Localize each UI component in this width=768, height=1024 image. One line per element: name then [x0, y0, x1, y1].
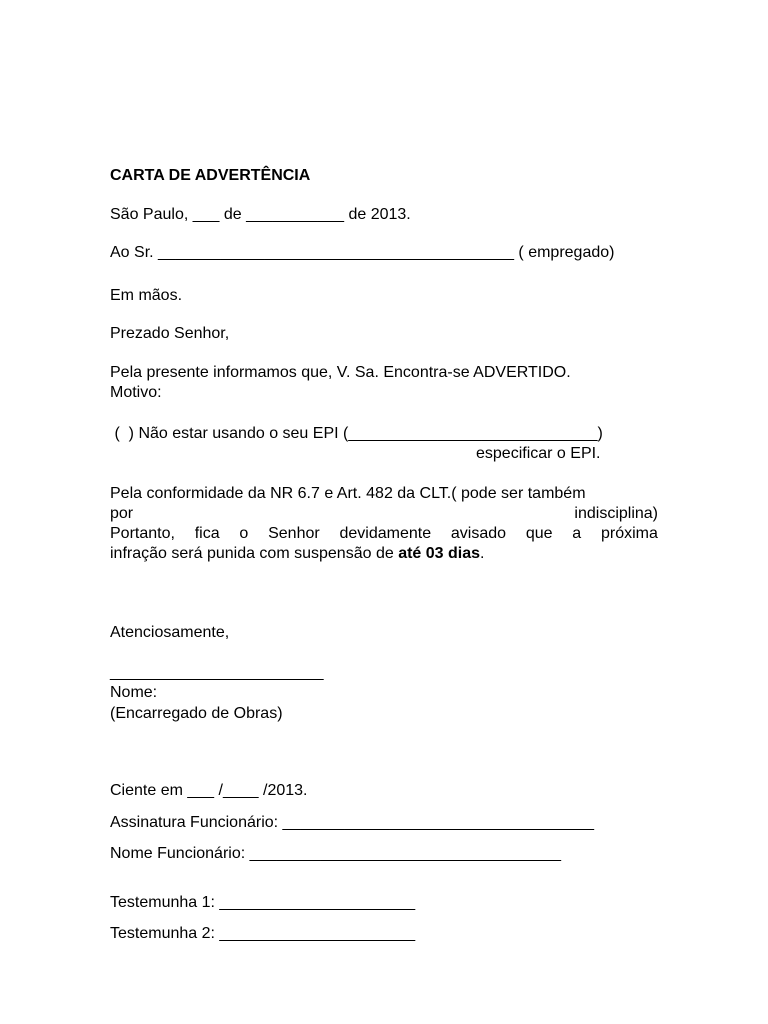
conformity-line-3-word: o: [239, 525, 249, 542]
witness-1-label: Testemunha 1:: [110, 894, 220, 911]
conformity-line-1-text: Pela conformidade da NR 6.7 e Art. 482 da CLT.( pode ser também: [110, 485, 586, 502]
signature-blank: ________________________: [110, 664, 324, 681]
employee-name-label: Nome Funcionário:: [110, 845, 250, 862]
ciente-day-blank: ___: [187, 782, 215, 799]
recipient-line: [110, 243, 614, 263]
witness-1-blank: ______________________: [219, 894, 416, 911]
ciente-month-blank: ____: [222, 782, 259, 799]
intro-line-2: Motivo:: [110, 384, 162, 401]
employee-signature-label: Assinatura Funcionário:: [110, 814, 283, 831]
date-month-blank: ___________: [246, 206, 345, 223]
conformity-line-4: [110, 544, 658, 564]
reason-suffix: ): [597, 425, 603, 442]
witness-1-line: [110, 893, 415, 913]
employee-name-blank: ___________________________________: [249, 845, 562, 862]
conformity-line-4-suffix: .: [480, 545, 485, 562]
ciente-prefix: Ciente em: [110, 782, 188, 799]
date-suffix: de 2013.: [344, 206, 411, 223]
conformity-line-3-word: Portanto,: [110, 525, 175, 542]
conformity-line-2-left: por: [110, 505, 134, 522]
witness-2-label: Testemunha 2:: [110, 925, 220, 942]
closing: Atenciosamente,: [110, 624, 230, 641]
witness-2-line: [110, 924, 415, 944]
recipient-prefix: Ao Sr.: [110, 244, 159, 261]
reason-epi-blank: ____________________________: [348, 425, 598, 442]
ciente-line: [110, 781, 308, 801]
reason-prefix: ( ) Não estar usando o seu EPI (: [110, 425, 349, 442]
conformity-line-3-word: que: [525, 525, 553, 542]
ciente-sep: /: [214, 782, 223, 799]
ciente-suffix: /2013.: [258, 782, 308, 799]
conformity-line-3-word: devidamente: [339, 525, 432, 542]
date-mid: de: [219, 206, 247, 223]
recipient-blank: ________________________________________: [158, 244, 514, 261]
reason-line: [110, 424, 603, 444]
conformity-paragraph: [110, 484, 658, 564]
signature-name-label: Nome:: [110, 684, 158, 701]
document-title: CARTA DE ADVERTÊNCIA: [110, 167, 311, 184]
date-prefix: São Paulo,: [110, 206, 193, 223]
conformity-line-3-word: Senhor: [268, 525, 320, 542]
conformity-line-2-right: indisciplina): [574, 505, 658, 522]
reason-note: especificar o EPI.: [476, 445, 601, 462]
date-line: [110, 205, 411, 225]
employee-signature-blank: ___________________________________: [282, 814, 594, 831]
conformity-line-1: [110, 484, 658, 504]
conformity-line-3: [110, 524, 658, 544]
date-day-blank: ___: [192, 206, 220, 223]
signature-role: (Encarregado de Obras): [110, 705, 283, 722]
conformity-line-4-prefix: infração será punida com suspensão de: [110, 545, 399, 562]
witness-2-blank: ______________________: [219, 925, 416, 942]
suspension-duration: até 03 dias: [398, 545, 481, 562]
intro-line-1: Pela presente informamos que, V. Sa. Encontra-se ADVERTIDO.: [110, 364, 571, 381]
salutation: Prezado Senhor,: [110, 325, 230, 342]
conformity-line-2: [110, 504, 658, 524]
employee-signature-line: [110, 813, 594, 833]
conformity-line-3-word: próxima: [600, 525, 658, 542]
em-maos: Em mãos.: [110, 287, 183, 304]
conformity-line-3-word: fica: [194, 525, 220, 542]
conformity-line-3-word: a: [572, 525, 582, 542]
employee-name-line: [110, 844, 561, 864]
recipient-suffix: ( empregado): [513, 244, 615, 261]
conformity-line-3-word: avisado: [450, 525, 507, 542]
